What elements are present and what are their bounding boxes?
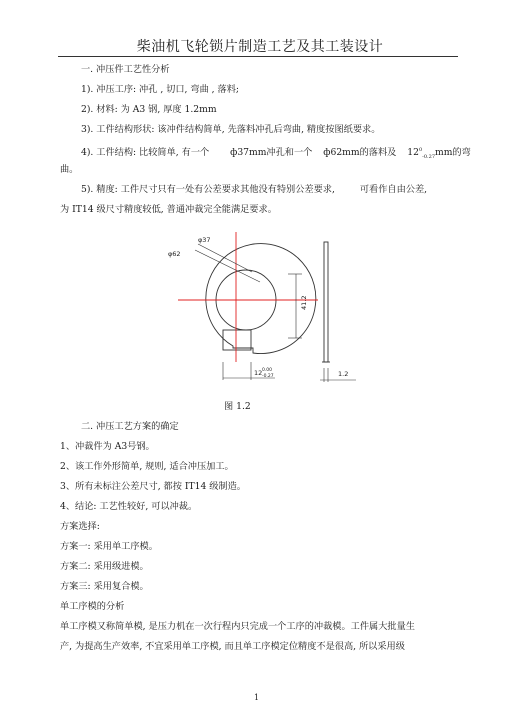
- label-12: 12: [254, 369, 263, 377]
- list-item: [81, 144, 471, 163]
- text-span: 可看作自由公差,: [359, 184, 428, 195]
- list-item: 1). 冲压工序: 冲孔 , 切口, 弯曲 , 落料;: [81, 84, 239, 95]
- paragraph: 方案一: 采用单工序模。: [60, 541, 158, 552]
- text-span: ф62mm的落料及: [323, 147, 397, 159]
- list-item: 2). 材料: 为 A3 钢, 厚度 1.2mm: [81, 104, 217, 115]
- figure-caption: 图 1.2: [224, 401, 251, 412]
- label-41: 41.2: [300, 295, 308, 310]
- paragraph: 方案选择:: [60, 521, 100, 532]
- leader-phi37: [198, 244, 252, 272]
- section-heading: 一. 冲压件工艺性分析: [81, 64, 170, 75]
- label-phi62: φ62: [168, 250, 181, 258]
- tolerance-upper: 0: [418, 147, 423, 153]
- label-12-lower: -0.27: [262, 374, 274, 379]
- technical-drawing: [160, 222, 360, 396]
- label-thickness: 1.2: [338, 370, 349, 378]
- list-item: [81, 184, 427, 196]
- page-number: 1: [254, 693, 260, 702]
- list-item: 4、结论: 工艺性较好, 可以冲裁。: [60, 501, 198, 512]
- section-heading: 二. 冲压工艺方案的确定: [81, 421, 179, 432]
- document-header: 柴油机飞轮锁片制造工艺及其工装设计: [136, 39, 384, 55]
- list-item: 1、冲裁件为 A3号钢。: [60, 441, 155, 452]
- side-view: [324, 242, 328, 362]
- paragraph: 单工序模的分析: [60, 601, 125, 612]
- paragraph: 方案二: 采用级进模。: [60, 561, 149, 572]
- text-span: mm的弯: [435, 147, 471, 159]
- text-span: 5). 精度: 工件尺寸只有一处有公差要求其他没有特别公差要求,: [81, 184, 335, 195]
- label-12-upper: 0.00: [262, 368, 273, 373]
- text-span: ф37mm冲孔和一个: [230, 147, 313, 159]
- bend-tab: [223, 330, 251, 350]
- tolerance-lower: -0.27: [422, 153, 435, 160]
- label-phi37: φ37: [198, 236, 211, 244]
- text-span: 4). 工件结构: 比较简单, 有一个: [81, 147, 210, 159]
- text-span: 12: [407, 147, 419, 159]
- paragraph-continuation: 为 IT14 级尺寸精度较低, 普通冲裁完全能满足要求。: [60, 204, 277, 215]
- list-item: 3). 工件结构形状: 该冲件结构简单, 先落料冲孔后弯曲, 精度按图纸要求。: [81, 124, 381, 135]
- paragraph-continuation: 曲。: [60, 164, 79, 175]
- header-divider: [58, 56, 458, 57]
- list-item: 3、所有未标注公差尺寸, 都按 IT14 级制造。: [60, 481, 246, 492]
- list-item: 2、该工作外形简单, 规则, 适合冲压加工。: [60, 461, 234, 472]
- paragraph: 方案三: 采用复合模。: [60, 581, 149, 592]
- paragraph: 产, 为提高生产效率, 不宜采用单工序模, 而且单工序模定位精度不是很高, 所以采用级: [60, 641, 405, 652]
- paragraph: 单工序模又称简单模, 是压力机在一次行程内只完成一个工序的冲裁模。工件属大批量生: [60, 621, 415, 632]
